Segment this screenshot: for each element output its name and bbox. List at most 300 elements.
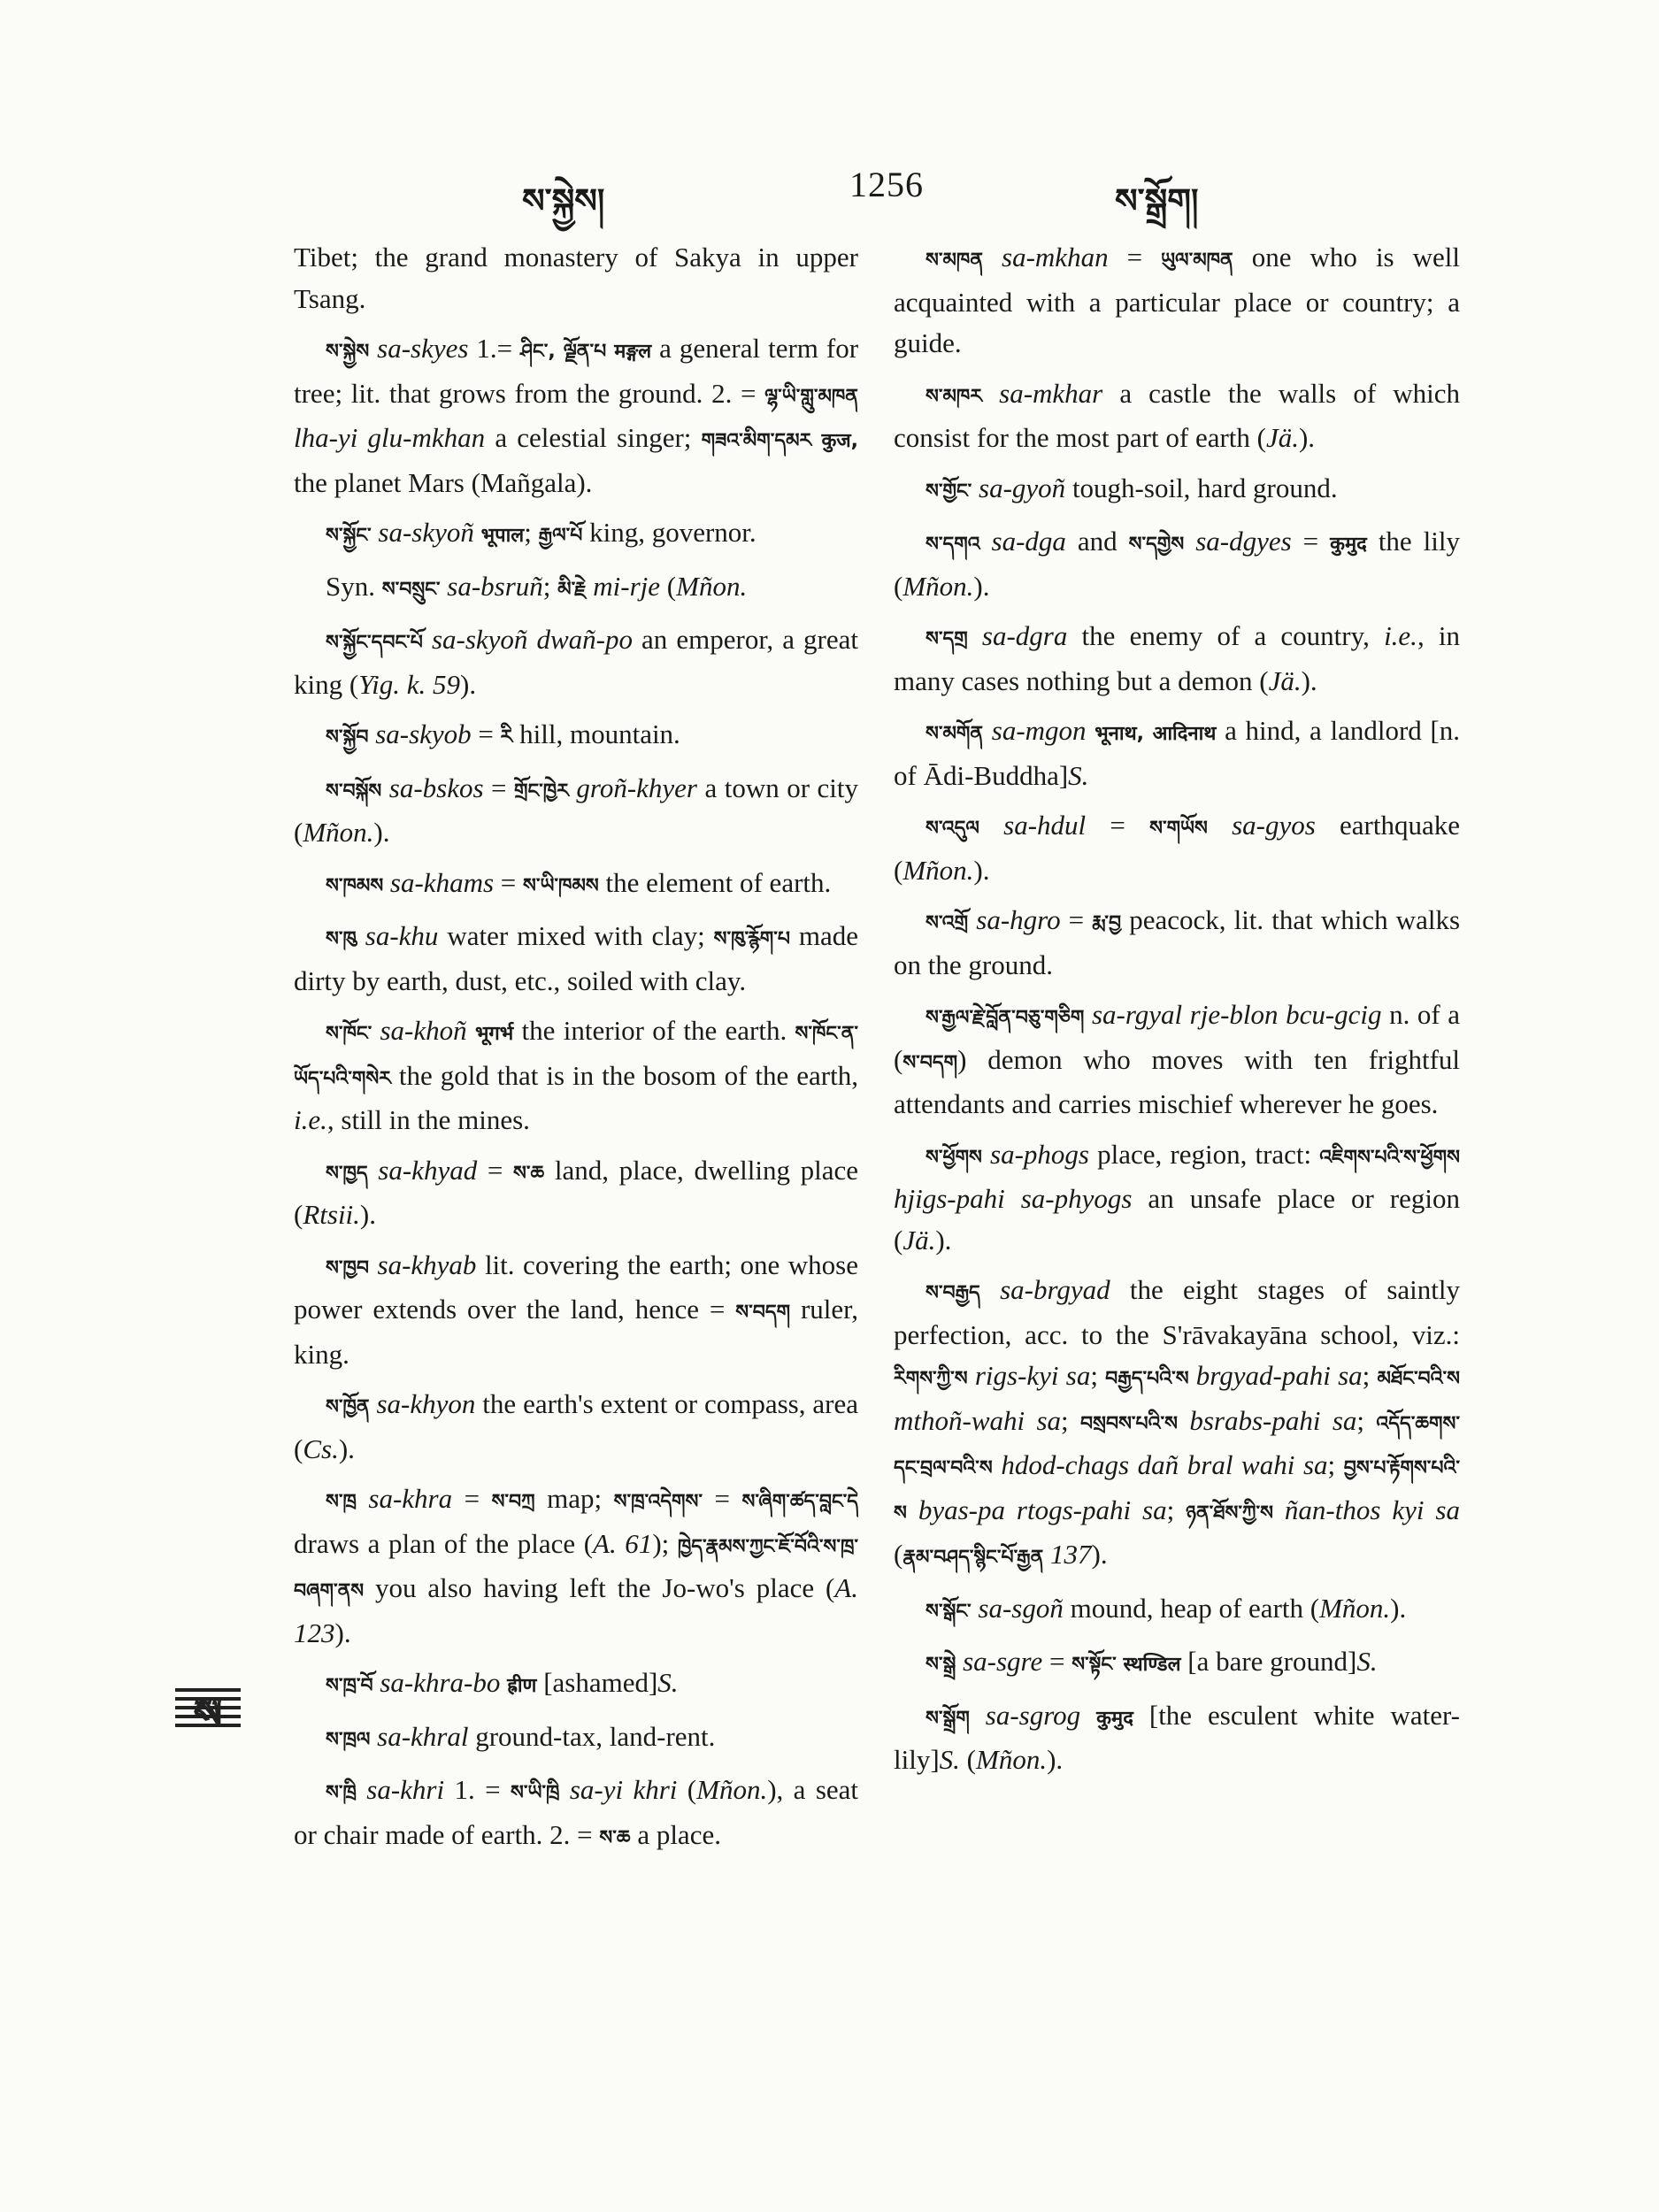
tibetan-headword: ས་བསྐོས: [326, 780, 382, 803]
dictionary-entry: [894, 521, 1460, 607]
tibetan-headword: རྒྱལ་པོ: [538, 525, 583, 547]
transliteration: sa-bsruñ: [447, 570, 543, 602]
entry-text: [1043, 1539, 1050, 1570]
tibetan-headword: ས་དགའ: [926, 534, 980, 556]
entry-text: the gold that is in the bosom of the earth,: [390, 1059, 858, 1091]
transliteration: brgyad-pahi sa: [1195, 1360, 1363, 1391]
sanskrit-term: कुज,: [821, 430, 859, 452]
dictionary-entry: [294, 1150, 858, 1236]
transliteration: sa-mkhar: [999, 377, 1103, 409]
entry-text: a hind, a landlord [n. of Ādi-Buddha]: [894, 715, 1461, 791]
tibetan-headword: ས་སྒྲོག: [926, 1707, 970, 1730]
tibetan-headword: ས་སྐྱོབ: [326, 726, 369, 749]
right-column: [894, 237, 1460, 1790]
tibetan-headword: ས་སྐྱོང་: [326, 525, 372, 547]
entry-text: peacock, lit. that which walks on the ground.: [894, 904, 1461, 980]
dictionary-entry: [294, 1245, 858, 1376]
entry-text: [983, 715, 992, 746]
entry-text: ).: [334, 1617, 351, 1648]
entry-text: ) demon who moves with ten frightful attendants and carries mischief wherever he goes.: [894, 1043, 1460, 1119]
entry-text: Syn.: [326, 570, 382, 602]
tibetan-headword: ས་བདག: [902, 1051, 958, 1074]
tibetan-headword: ས་ཁྲ: [326, 1491, 357, 1513]
tibetan-headword: ས་འགྲོ: [926, 912, 969, 934]
transliteration: sa-bskos: [388, 772, 484, 803]
entry-text: hill, mountain.: [512, 718, 680, 749]
entry-text: water mixed with clay;: [438, 920, 714, 951]
tibetan-headword: བརྒྱད་པའི་ས: [1105, 1368, 1189, 1390]
tibetan-headword: ས་གྱོང་: [926, 480, 972, 503]
transliteration: i.e.: [294, 1104, 327, 1135]
transliteration: Rtsii.: [303, 1199, 360, 1230]
transliteration: A. 123: [294, 1572, 858, 1648]
margin-letter-glyph-icon: [173, 1681, 242, 1738]
entry-text: ;: [1090, 1360, 1106, 1391]
tibetan-headword: ས་ཁྱད: [326, 1162, 368, 1185]
entry-text: tough-soil, hard ground.: [1065, 472, 1338, 503]
transliteration: Mñon.: [1319, 1592, 1391, 1624]
tibetan-headword: ས་ཡི་ཁམས: [523, 874, 599, 897]
entry-text: [370, 1721, 377, 1752]
entry-text: =: [1086, 810, 1150, 841]
transliteration: i.e.: [1384, 620, 1417, 651]
entry-text: [1084, 999, 1092, 1030]
right-guide-word: ས་སྒྲོག།: [1115, 181, 1199, 220]
transliteration: bsrabs-pahi sa: [1189, 1404, 1357, 1436]
entry-text: ;: [542, 570, 558, 602]
entry-text: [993, 1449, 1002, 1480]
tibetan-headword: ས་དགྲ: [926, 628, 968, 650]
entry-text: [357, 1483, 369, 1514]
tibetan-headword: ས་བདག: [735, 1302, 791, 1324]
transliteration: sa-mkhan: [1002, 242, 1109, 273]
entry-text: [980, 526, 992, 557]
entry-text: =: [494, 866, 524, 898]
entry-text: [the esculent white water-lily]: [894, 1699, 1460, 1775]
entry-text: ground-tax, land-rent.: [468, 1720, 716, 1752]
entry-text: =: [1060, 904, 1093, 935]
entry-text: (: [959, 1744, 976, 1775]
page-number: 1256: [849, 165, 924, 204]
tibetan-headword: ཉན་ཐོས་ཀྱི་ས: [1186, 1502, 1273, 1525]
tibetan-headword: ཁྱེད་རྣམས་ཀྱང་ཇོ་བོའི་ས་ཁྲ་བཞག་ནས: [294, 1535, 858, 1602]
tibetan-headword: ས་ཁུ: [326, 928, 357, 950]
entry-text: n. of a (: [894, 999, 1460, 1075]
tibetan-headword: ས་རྒྱལ་རྗེ་བློན་བཅུ་གཅིག: [926, 1007, 1085, 1029]
transliteration: sa-skyob: [375, 718, 472, 749]
sanskrit-term: कुमुद: [1330, 534, 1367, 556]
entry-text: [467, 1015, 475, 1046]
tibetan-headword: ས་ཡི་ཁྲི: [510, 1782, 560, 1804]
transliteration: sa-sgrog: [985, 1699, 1081, 1731]
entry-text: =: [477, 1154, 514, 1186]
sanskrit-term: भूगर्भ: [474, 1023, 514, 1045]
entry-text: 1.=: [468, 333, 521, 364]
dictionary-entry: [294, 714, 858, 759]
entry-text: =: [703, 1483, 742, 1514]
entry-text: king, governor.: [582, 517, 757, 548]
tibetan-headword: ས་མཁར: [926, 385, 983, 408]
tibetan-headword: ས་ཆ: [599, 1826, 631, 1849]
entry-text: =: [1291, 526, 1331, 557]
tibetan-headword: ས་ཞིག་ཚད་བླང་དེ: [741, 1491, 858, 1513]
transliteration: byas-pa rtogs-pahi sa: [918, 1494, 1167, 1525]
entry-text: Tibet; the grand monastery of Sakya in upper Tsang.: [294, 242, 858, 314]
tibetan-headword: ས་ཁམས: [326, 874, 384, 897]
entry-text: the element of earth.: [598, 866, 832, 898]
tibetan-headword: མཐོང་བའི་ས: [1377, 1368, 1460, 1390]
entry-text: ).: [373, 817, 390, 848]
entry-text: ).: [973, 854, 990, 886]
entry-text: [559, 1774, 569, 1805]
entry-text: ).: [1091, 1539, 1108, 1570]
transliteration: sa-khra-bo: [380, 1667, 501, 1698]
transliteration: rigs-kyi sa: [974, 1360, 1091, 1391]
entry-text: [956, 1646, 963, 1677]
tibetan-headword: ས་སྐྱེས: [326, 341, 370, 363]
transliteration: sa-skyoñ: [378, 517, 474, 548]
dictionary-entry: [294, 1384, 858, 1470]
transliteration: sa-khyad: [378, 1154, 478, 1186]
entry-text: ).: [935, 1224, 952, 1256]
entry-text: ).: [359, 1199, 376, 1230]
entry-text: [474, 517, 481, 548]
tibetan-headword: ས་འདུལ: [926, 818, 979, 840]
dictionary-entry: [894, 1588, 1460, 1633]
transliteration: sa-khyon: [376, 1388, 476, 1419]
entry-text: [979, 810, 1003, 841]
transliteration: Mñon.: [902, 854, 974, 886]
entry-text: [423, 624, 432, 655]
transliteration: sa-phogs: [990, 1138, 1089, 1170]
entry-text: you also having left the Jo-wo's place (: [364, 1572, 835, 1603]
entry-text: [980, 1274, 1000, 1305]
transliteration: sa-sgoñ: [978, 1592, 1064, 1624]
entry-text: , still in the mines.: [326, 1104, 530, 1135]
entry-text: map;: [534, 1483, 614, 1514]
transliteration: Jä.: [902, 1224, 936, 1256]
dictionary-entry: [294, 916, 858, 1002]
tibetan-headword: འཇིགས་པའི་ས་ཕྱོགས: [1319, 1146, 1460, 1169]
entry-text: an unsafe place or region (: [894, 1183, 1460, 1256]
dictionary-entry: [294, 328, 858, 503]
left-column: [294, 237, 858, 1868]
entry-text: (: [660, 570, 677, 602]
tibetan-headword: ས་སྟོང་: [1071, 1654, 1117, 1676]
entry-text: a place.: [630, 1818, 721, 1850]
transliteration: 137: [1050, 1539, 1092, 1570]
transliteration: Jä.: [1265, 422, 1299, 453]
dictionary-entry: [894, 1270, 1460, 1579]
entry-text: ).: [1390, 1592, 1407, 1624]
tibetan-headword: ས་ཁྲ་འདེགས་: [613, 1491, 703, 1513]
dictionary-entry: [894, 1134, 1460, 1262]
entry-text: ruler, king.: [294, 1294, 858, 1370]
transliteration: Cs.: [303, 1432, 339, 1464]
tibetan-headword: ས་ཁྲལ: [326, 1728, 371, 1751]
tibetan-headword: ས་ཁྲ་བོ: [326, 1675, 373, 1697]
transliteration: Jä.: [1268, 664, 1302, 696]
entry-text: [1178, 1405, 1189, 1436]
dictionary-entry: [894, 805, 1460, 891]
tibetan-headword: གྲོང་ཁྱེར: [514, 780, 569, 803]
entry-text: a general term for tree; lit. that grows from the ground. 2. =: [294, 333, 859, 409]
dictionary-entry: [894, 237, 1460, 365]
entry-text: );: [652, 1527, 678, 1559]
transliteration: sa-yi khri: [569, 1774, 678, 1805]
entry-text: =: [471, 718, 501, 749]
entry-text: [383, 867, 390, 898]
entry-text: 1. =: [444, 1774, 511, 1805]
entry-text: [1189, 1360, 1196, 1391]
tibetan-headword: ས་བརྒྱད: [926, 1282, 980, 1304]
entry-text: earthquake (: [894, 810, 1460, 886]
entry-text: ).: [460, 668, 477, 700]
dictionary-entry: [294, 1010, 858, 1141]
transliteration: sa-gyoñ: [979, 472, 1066, 503]
entry-text: ).: [1301, 664, 1317, 696]
transliteration: sa-mgon: [991, 715, 1087, 746]
entry-text: =: [483, 772, 514, 803]
tibetan-headword: ས་ཆ: [513, 1162, 545, 1185]
tibetan-headword: ས་ཁུ་རྙོག་པ: [713, 928, 790, 950]
tibetan-headword: ས་མགོན: [926, 723, 984, 745]
dictionary-entry: [294, 1479, 858, 1654]
dictionary-entry: [894, 616, 1460, 702]
entry-text: made dirty by earth, dust, etc., soiled with clay.: [294, 920, 859, 996]
transliteration: sa-brgyad: [1000, 1274, 1110, 1305]
entry-text: =: [1108, 242, 1162, 273]
tibetan-headword: ས་ཁྱོན: [326, 1396, 370, 1418]
tibetan-headword: འདོད་ཆགས་དང་བྲལ་བའི་ས: [894, 1412, 1460, 1479]
entry-text: the planet Mars (Mañgala).: [294, 466, 593, 498]
transliteration: A. 61: [593, 1527, 653, 1559]
entry-text: [982, 1139, 990, 1170]
transliteration: Mñon.: [976, 1744, 1048, 1775]
tibetan-headword: ས་ཕྱོགས: [926, 1146, 982, 1169]
transliteration: S.: [657, 1667, 679, 1698]
entry-text: =: [452, 1483, 492, 1514]
transliteration: sa-gyos: [1232, 810, 1316, 841]
entry-text: ).: [1298, 422, 1316, 453]
tibetan-headword: ས་ཁོང་: [326, 1023, 373, 1045]
entry-text: mound, heap of earth (: [1063, 1592, 1320, 1624]
transliteration: sa-khri: [366, 1774, 445, 1805]
entry-text: the earth's extent or compass, area (: [294, 1388, 859, 1464]
transliteration: sa-rgyal rje-blon bcu-gcig: [1091, 999, 1382, 1030]
entry-text: [a bare ground]: [1180, 1646, 1357, 1677]
tibetan-headword: རྨ་བྱ: [1092, 912, 1122, 934]
tibetan-headword: ཤིང་,: [520, 341, 556, 363]
tibetan-headword: ས་དགྱེས: [1128, 534, 1185, 556]
transliteration: ñan-thos kyi sa: [1284, 1494, 1460, 1525]
entry-text: [606, 333, 614, 364]
entry-text: place, region, tract:: [1089, 1138, 1320, 1170]
transliteration: sa-skyoñ dwañ-po: [431, 624, 633, 655]
tibetan-headword: ས་ཁྲི: [326, 1782, 357, 1804]
transliteration: sa-khoñ: [380, 1015, 467, 1046]
page-header: [283, 164, 1469, 220]
dictionary-entry: [294, 1717, 858, 1762]
entry-text: [368, 1155, 379, 1186]
entry-text: ), a seat or chair made of earth. 2. =: [294, 1774, 859, 1850]
svg-text:ས: ས: [194, 1689, 222, 1737]
entry-text: [369, 333, 377, 364]
entry-text: ;: [1362, 1360, 1378, 1391]
tibetan-headword: རིགས་ཀྱི་ས: [894, 1368, 968, 1390]
tibetan-headword: ས་བཀྲ: [491, 1491, 535, 1513]
dictionary-entry: [294, 566, 858, 611]
transliteration: sa-sgre: [963, 1646, 1043, 1677]
entry-text: (: [894, 1539, 903, 1570]
entry-text: ).: [338, 1432, 355, 1464]
entry-text: [968, 904, 976, 935]
tibetan-headword: མི་རྗེ: [557, 578, 587, 601]
dictionary-entry: [294, 512, 858, 557]
tibetan-headword: རྣམ་བཤད་སྙིང་པོ་རྒྱན: [902, 1547, 1044, 1569]
transliteration: sa-khyab: [377, 1248, 477, 1280]
entry-text: [1273, 1494, 1285, 1525]
tibetan-headword: བྱས་པ་རྟོགས་པའི་ས: [894, 1457, 1460, 1525]
dictionary-entry: [294, 863, 858, 908]
entry-text: [357, 1774, 366, 1805]
tibetan-headword: ས་སྐྱོང་དབང་པོ: [326, 632, 423, 654]
transliteration: sa-dga: [991, 526, 1066, 557]
sanskrit-term: मङ्गल: [614, 341, 652, 363]
entry-text: lit. covering the earth; one whose power extends over the land, hence =: [294, 1248, 859, 1325]
transliteration: hjigs-pahi sa-phyogs: [894, 1183, 1133, 1214]
tibetan-headword: ས་ཁྱབ: [326, 1256, 369, 1279]
transliteration: Mñon.: [902, 570, 974, 602]
entry-text: [1087, 715, 1095, 746]
entry-text: land, place, dwelling place (: [294, 1154, 859, 1230]
entry-text: (: [677, 1774, 697, 1805]
entry-text: [357, 920, 365, 951]
sanskrit-term: ह्रीण: [507, 1675, 537, 1697]
dictionary-entry: [294, 768, 858, 854]
dictionary-entry: [894, 995, 1460, 1125]
dictionary-entry: [894, 1641, 1460, 1686]
transliteration: sa-khu: [365, 920, 439, 951]
dictionary-entry: [894, 468, 1460, 513]
entry-text: [968, 1360, 975, 1391]
transliteration: groñ-khyer: [576, 772, 697, 803]
entry-text: =: [1042, 1646, 1072, 1677]
transliteration: S.: [1068, 759, 1089, 791]
tibetan-headword: ས་སྒྲེ: [926, 1654, 956, 1676]
dictionary-entry: [894, 900, 1460, 986]
transliteration: sa-skyes: [377, 333, 469, 364]
transliteration: mi-rje: [593, 570, 661, 602]
transliteration: sa-dgra: [981, 620, 1068, 651]
transliteration: sa-hgro: [976, 904, 1061, 935]
dictionary-entry: [294, 1663, 858, 1708]
transliteration: Mñon.: [303, 817, 374, 848]
entry-text: the eight stages of saintly perfection, acc. to the S'rāvakayāna school, viz.:: [894, 1274, 1461, 1350]
transliteration: Yig. k. 59: [358, 668, 460, 700]
tibetan-headword: ཡུལ་མཁན: [1161, 250, 1233, 272]
entry-text: [369, 1249, 378, 1280]
entry-text: [968, 620, 982, 651]
entry-text: ;: [1166, 1494, 1187, 1525]
entry-text: the enemy of a country,: [1067, 620, 1385, 651]
dictionary-entry: [894, 1695, 1460, 1781]
dictionary-entry: [294, 237, 858, 319]
sanskrit-term: भूनाथ, आदिनाथ: [1094, 723, 1217, 745]
entry-text: the interior of the earth.: [513, 1015, 795, 1046]
dictionary-entry: [894, 710, 1460, 796]
tibetan-headword: ས་སྒོང་: [926, 1600, 972, 1623]
dictionary-entry: [294, 619, 858, 705]
transliteration: Mñon.: [676, 570, 748, 602]
tibetan-headword: གཟའ་མིག་དམར: [701, 430, 812, 452]
entry-text: a castle the walls of which consist for the most part of earth (: [894, 377, 1461, 453]
tibetan-headword: ལྗོན་པ: [563, 341, 607, 363]
sanskrit-term: कुमुद: [1096, 1707, 1133, 1730]
entry-text: [982, 378, 999, 409]
entry-text: , in many cases nothing but a demon (: [894, 620, 1460, 696]
entry-text: [1080, 1700, 1096, 1731]
entry-text: ).: [973, 570, 990, 602]
entry-text: draws a plan of the place (: [294, 1527, 594, 1559]
sanskrit-term: भूपाल: [480, 525, 525, 547]
transliteration: sa-khams: [389, 866, 495, 898]
entry-text: a celestial singer;: [485, 422, 702, 453]
tibetan-headword: རི: [500, 726, 513, 749]
entry-text: [1184, 526, 1195, 557]
entry-text: [1208, 810, 1232, 841]
entry-text: [ashamed]: [536, 1667, 658, 1698]
entry-text: and: [1065, 526, 1129, 557]
tibetan-headword: ས་ཁོང་ན་ཡོད་པའི་གསེར: [294, 1023, 859, 1090]
dictionary-entry: [294, 1770, 858, 1859]
entry-text: [972, 472, 979, 503]
sanskrit-term: स्थण्डिल: [1123, 1654, 1181, 1676]
entry-text: [556, 333, 564, 364]
tibetan-headword: ས་བསྲུང་: [381, 578, 441, 601]
tibetan-headword: ས་མཁན: [926, 250, 983, 272]
transliteration: mthoñ-wahi sa: [894, 1404, 1062, 1436]
tibetan-headword: ལྷ་ཡི་གླུ་མཁན: [764, 385, 858, 408]
transliteration: hdod-chags dañ bral wahi sa: [1001, 1449, 1328, 1480]
entry-text: [500, 1667, 507, 1698]
entry-text: the lily (: [894, 526, 1461, 602]
transliteration: sa-khral: [377, 1720, 469, 1752]
transliteration: sa-dgyes: [1195, 526, 1292, 557]
entry-text: [811, 422, 821, 453]
entry-text: ;: [1061, 1404, 1081, 1436]
transliteration: sa-khra: [368, 1483, 453, 1514]
entry-text: [983, 242, 1002, 273]
tibetan-headword: བསྲབས་པའི་ས: [1080, 1412, 1178, 1435]
entry-text: [970, 1700, 986, 1731]
dictionary-entry: [894, 373, 1460, 459]
transliteration: sa-hdul: [1003, 810, 1087, 841]
entry-text: an emperor, a great king (: [294, 624, 858, 700]
entry-text: [907, 1494, 918, 1525]
transliteration: Mñon.: [696, 1774, 768, 1805]
entry-text: ;: [1327, 1449, 1344, 1480]
entry-text: ;: [1356, 1404, 1377, 1436]
entry-text: ;: [524, 517, 539, 548]
entry-text: ).: [1047, 1744, 1064, 1775]
entry-text: a town or city (: [294, 772, 858, 848]
left-guide-word: ས་སྐྱེས།: [522, 181, 605, 220]
entry-text: one who is well acquainted with a particular place or country; a guide.: [894, 242, 1461, 358]
tibetan-headword: ས་གཡོས: [1149, 818, 1208, 840]
transliteration: S.: [939, 1744, 960, 1775]
margin-letter-icon: [173, 1681, 242, 1738]
